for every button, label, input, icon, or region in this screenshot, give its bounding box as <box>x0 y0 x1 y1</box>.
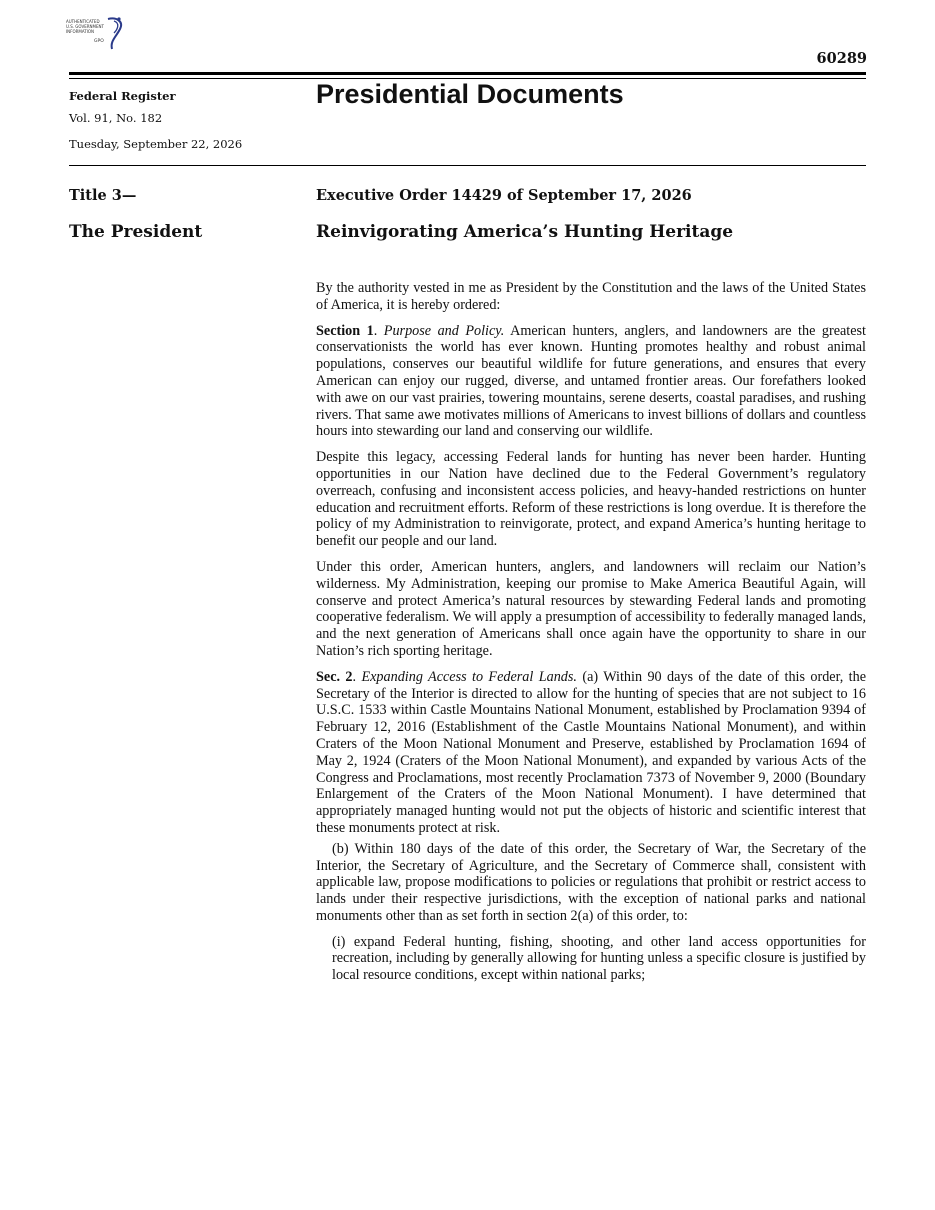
svg-text:INFORMATION: INFORMATION <box>66 29 95 34</box>
title-label: Title 3— <box>69 187 137 204</box>
volume-number: Vol. 91, No. 182 <box>69 111 163 125</box>
section-2-subsection-a: (a) Within 90 days of the date of this order, the Secretary of the Interior is directed to allow for the hunting of species that are not subject to 16 U.S.C. 1533 within Castle Mountains National Monument, established by Proclamation 9394 of February 12, 2016 (Establishment of the Castle Mountains National Monument), and within Craters of the Moon National Monument and Preserve, established by Proclamation 1694 of May 2, 1924 (Craters of the Moon National Monument), and expanded by various Acts of the Congress and Proclamations, most recently Proclamation 7373 of November 9, 2000 (Boundary Enlargement of the Craters of the Moon National Monument). I have determined that appropriately managed hunting would not put the objects of historic and scientific interest that these monuments protect at risk. <box>316 668 867 836</box>
section-divider <box>69 165 866 166</box>
executive-order-title: Reinvigorating America’s Hunting Heritage <box>316 222 734 242</box>
section-2-subsection-b-i: (i) expand Federal hunting, fishing, shooting, and other land access opportunities for recreation, including by generally allowing for hunting unless a specific closure is justified by local resource conditions, except within national parks; <box>332 933 866 984</box>
section-2-heading: Expanding Access to Federal Lands. <box>361 668 577 685</box>
section-title: Presidential Documents <box>316 79 624 109</box>
executive-order-number: Executive Order 14429 of September 17, 2026 <box>316 187 692 204</box>
section-2-subsection-b: (b) Within 180 days of the date of this order, the Secretary of War, the Secretary of the Interior, the Secretary of Agriculture, and the Secretary of Commerce shall, consistent with applicable law, propose modifications to policies or regulations that prohibit or restrict access to lands under their respective jurisdictions, with the exception of national parks and national monuments other than as set forth in section 2(a) of this order, to: <box>316 840 866 924</box>
section-1-label: Section 1 <box>316 322 374 339</box>
gpo-authentication-seal-icon <box>64 15 128 51</box>
section-1-paragraph-2: Despite this legacy, accessing Federal lands for hunting has never been harder. Hunting opportunities in our Nation have declined due to the Federal Government’s regulatory overreach, confusing and inconsistent access policies, and heavy-handed restrictions on hunter education and recruitment efforts. Reform of these restrictions is long overdue. It is therefore the policy of my Administration to reinvigorate, protect, and expand America’s hunting heritage to benefit our people and our land. <box>316 449 866 550</box>
section-1-heading: Purpose and Policy. <box>383 322 505 339</box>
header-rule-thick <box>69 72 866 75</box>
publication-date: Tuesday, September 22, 2026 <box>69 137 243 151</box>
publication-name: Federal Register <box>69 89 176 103</box>
section-1-paragraph-3: Under this order, American hunters, anglers, and landowners will reclaim our Nation’s wilderness. My Administration, keeping our promise to Make America Beautiful Again, will conserve and protect America’s natural resources by stewarding Federal lands and promoting cooperative federalism. We will apply a presumption of accessibility to federally managed lands, and the next generation of Americans shall once again have the opportunity to share in our Nation’s rich sporting heritage. <box>316 558 866 659</box>
section-2-label: Sec. 2 <box>316 668 353 685</box>
author-label: The President <box>69 222 203 242</box>
svg-text:U.S. GOVERNMENT: U.S. GOVERNMENT <box>66 24 104 29</box>
page-number: 60289 <box>816 50 867 67</box>
section-1-text: American hunters, anglers, and landowners are the greatest conservationists the world has ever known. Hunting promotes healthy and robust animal populations, conserves our beautiful wildlife for future generations, and ensures that every American can enjoy our rugged, diverse, and untamed frontier areas. Our forefathers looked with awe on our vast prairies, towering mountains, serene deserts, coastal paradises, and rushing rivers. That same awe motivates millions of Americans to invest billions of dollars and countless hours into stewarding our land and conserving our wildlife. <box>316 322 866 440</box>
preamble-paragraph: By the authority vested in me as President by the Constitution and the laws of the United States of America, it is hereby ordered: <box>316 280 866 313</box>
order-body <box>316 280 866 993</box>
section-1-paragraph: Section 1. Purpose and Policy. American hunters, anglers, and landowners are the greatest conservationists the world has ever known. Hunting promotes healthy and robust animal populations, conserves our beautiful wildlife for future generations, and ensures that every American can enjoy our rugged, diverse, and untamed frontier areas. Our forefathers looked with awe on our vast prairies, towering mountains, serene deserts, coastal paradises, and rushing rivers. That same awe motivates millions of Americans to invest billions of dollars and countless hours into stewarding our land and conserving our wildlife. <box>316 322 866 440</box>
section-2-paragraph: Sec. 2. Expanding Access to Federal Lands. (a) Within 90 days of the date of this order, the Secretary of the Interior is directed to allow for the hunting of species that are not subject to 16 U.S.C. 1533 within Castle Mountains National Monument, established by Proclamation 9394 of February 12, 2016 (Establishment of the Castle Mountains National Monument), and within Craters of the Moon National Monument and Preserve, established by Proclamation 1694 of May 2, 1924 (Craters of the Moon National Monument), and expanded by various Acts of the Congress and Proclamations, most recently Proclamation 7373 of November 9, 2000 (Boundary Enlargement of the Craters of the Moon National Monument). I have determined that appropriately managed hunting would not put the objects of historic and scientific interest that these monuments protect at risk. <box>316 668 867 836</box>
svg-text:GPO: GPO <box>94 39 104 44</box>
svg-text:AUTHENTICATED: AUTHENTICATED <box>66 19 100 24</box>
